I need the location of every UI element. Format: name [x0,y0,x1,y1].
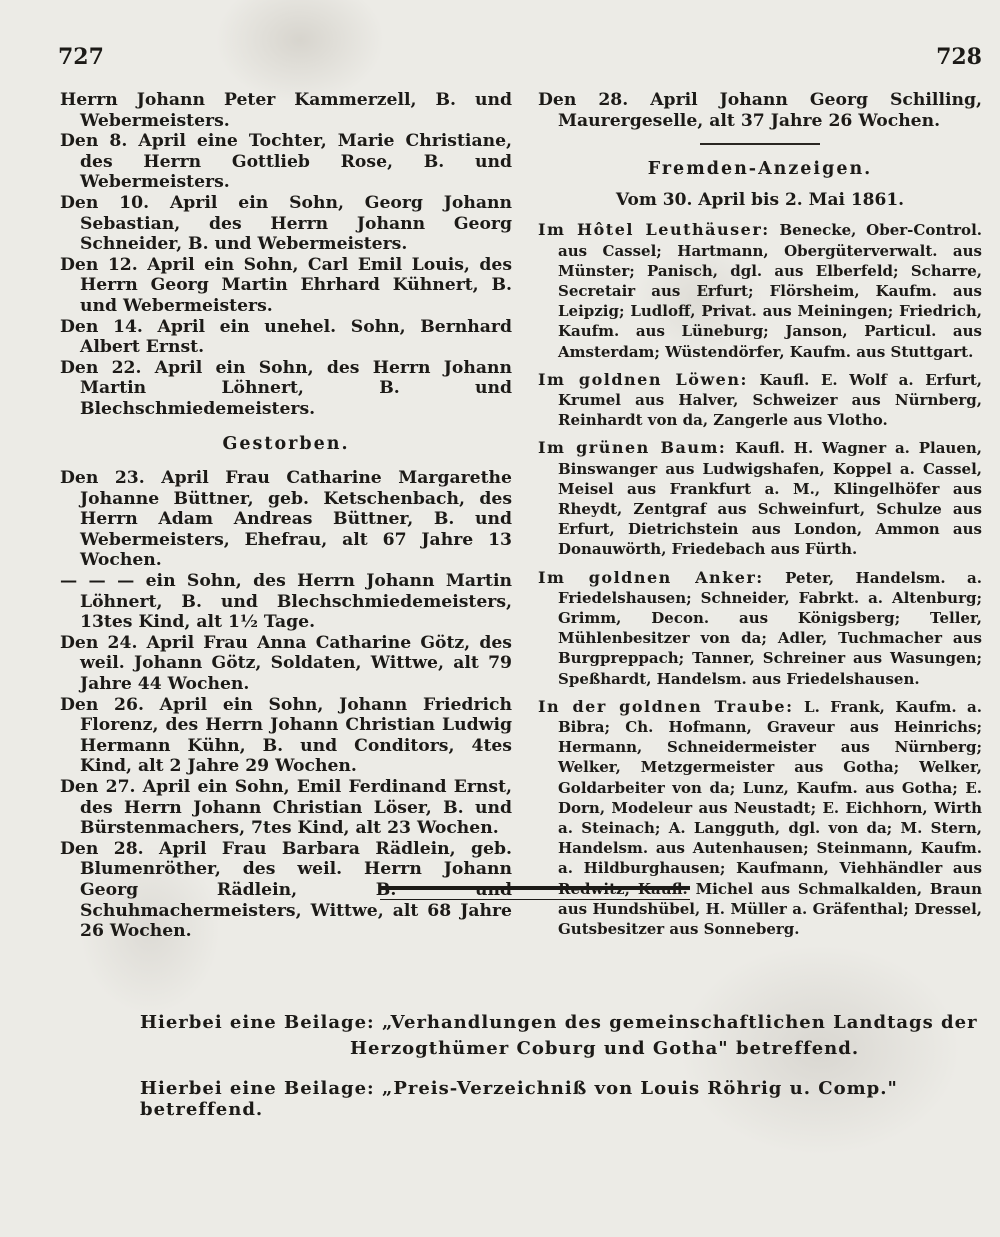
page-number-left: 727 [58,44,104,70]
hotel-guests: Kaufl. H. Wagner a. Plauen, Binswanger aus Ludwigshafen, Koppel a. Cassel, Meisel aus Frankfurt a. M., Klingelhöfer aus Rheydt, Zentgraf aus Schweinfurt, Schulze aus Erfurt, Dietrichstein aus London, Ammon aus Donauwörth, Friedebach aus Fürth. [558,439,982,559]
supplement-notice-1 [140,1010,980,1062]
hotel-guests: Benecke, Ober-Control. aus Cassel; Hartmann, Obergüterverwalt. aus Münster; Panisch, dgl. aus Elberfeld; Scharre, Secretair aus Erfurt; Flörsheim, Kaufm. aus Leipzig; Ludloff, Privat. aus Meiningen; Friedrich, Kaufm. aus Lüneburg; Janson, Particul. aus Amsterdam; Wüstendörfer, Kaufm. aus Stuttgart. [558,221,982,361]
deaths-heading: Gestorben. [222,433,350,454]
death-entry-continued: Den 28. April Johann Georg Schilling, Maurergeselle, alt 37 Jahre 26 Wochen. [538,90,982,131]
birth-entry: Den 12. April ein Sohn, Carl Emil Louis, des Herrn Georg Martin Ehrhard Kühnert, B. und Webermeisters. [60,254,512,316]
supplement-notice-1-line1: Hierbei eine Beilage: „Verhandlungen des gemeinschaftlichen Landtags der [140,1012,978,1033]
birth-entry: Den 10. April ein Sohn, Georg Johann Sebastian, des Herrn Johann Georg Schneider, B. und Webermeisters. [60,192,512,255]
death-entry: Den 27. April ein Sohn, Emil Ferdinand Ernst, des Herrn Johann Christian Löser, B. und Bürstenmachers, 7tes Kind, alt 23 Wochen. [60,777,512,839]
supplement-notice-1-line2: Herzogthümer Coburg und Gotha" betreffend. [350,1038,860,1059]
page-number-right: 728 [936,44,982,70]
birth-entry: Den 8. April eine Tochter, Marie Christiane, des Herrn Gottlieb Rose, B. und Webermeisters. [60,131,512,193]
death-entry: Den 23. April Frau Catharine Margarethe Johanne Büttner, geb. Ketschenbach, des Herrn Adam Andreas Büttner, B. und Webermeisters, Ehefrau, alt 67 Jahre 13 Wochen. [60,468,512,571]
hotel-entry [538,568,982,689]
hotel-entry [538,697,982,939]
birth-entry: Den 14. April ein unehel. Sohn, Bernhard Albert Ernst. [60,316,512,358]
hotel-name: Im goldnen Löwen: [538,369,748,389]
date-range: Vom 30. April bis 2. Mai 1861. [615,189,905,210]
death-entry: — — — ein Sohn, des Herrn Johann Martin Löhnert, B. und Blechschmiedemeisters, 13tes Kind, alt 1½ Tage. [60,571,512,633]
right-column [538,90,982,947]
hotel-guests: Kaufl. E. Wolf a. Erfurt, Krumel aus Halver, Schweizer aus Nürnberg, Reinhardt von da, Zangerle aus Vlotho. [558,370,982,430]
death-entry: Den 28. April Frau Barbara Rädlein, geb. Blumenröther, des weil. Herrn Johann Georg Rädlein, B. und Schuhmachermeisters, Wittwe, alt 68 Jahre 26 Wochen. [60,838,512,942]
left-column [60,90,512,942]
death-entry: Den 26. April ein Sohn, Johann Friedrich Florenz, des Herrn Johann Christian Ludwig Hermann Kühn, B. und Conditors, 4tes Kind, alt 2 Jahre 29 Wochen. [60,694,512,777]
supplement-notice-2: Hierbei eine Beilage: „Preis-Verzeichniß von Louis Röhrig u. Comp." betreffend. [140,1078,898,1120]
hotel-entry [538,370,982,431]
hotel-name: Im Hôtel Leuthäuser: [538,220,770,240]
death-entry: Den 24. April Frau Anna Catharine Götz, des weil. Johann Götz, Soldaten, Wittwe, alt 79 Jahre 44 Wochen. [60,632,512,695]
hotel-entry [538,220,982,361]
birth-entry: Herrn Johann Peter Kammerzell, B. und Webermeisters. [60,90,512,131]
hotel-guests: L. Frank, Kaufm. a. Bibra; Ch. Hofmann, Graveur aus Heinrichs; Hermann, Schneidermeister aus Nürnberg; Welker, Metzgermeister aus Gotha; Welker, Goldarbeiter von da; Lunz, Kaufm. aus Gotha; E. Dorn, Modeleur aus Neustadt; E. Eichhorn, Wirth a. Steinach; A. Langguth, dgl. von da; M. Stern, Handelsm. aus Autenhausen; Steinmann, Kaufm. a. Hildburghausen; Kaufmann, Viehhändler aus Redwitz; Kaufl. Michel aus Schmalkalden, Braun aus Hundshübel, H. Müller a. Gräfenthal; Dressel, Gutsbesitzer aus Sonneberg. [558,697,982,939]
hotel-name: Im goldnen Anker: [538,567,764,587]
section-divider [700,143,820,145]
visitors-heading: Fremden-Anzeigen. [647,159,873,180]
birth-entry: Den 22. April ein Sohn, des Herrn Johann Martin Löhnert, B. und Blechschmiedemeisters. [60,357,512,419]
double-rule-divider [380,886,690,900]
hotel-name: In der goldnen Traube: [538,696,794,716]
hotel-guests: Peter, Handelsm. a. Friedelshausen; Schneider, Fabrkt. a. Altenburg; Grimm, Decon. aus Königsberg; Teller, Mühlenbesitzer von da; Adler, Tuchmacher aus Burgpreppach; Tanner, Schreiner aus Wasungen; Speßhardt, Handelsm. aus Friedelshausen. [558,568,982,688]
hotel-name: Im grünen Baum: [538,438,727,458]
hotel-entry [538,438,982,559]
